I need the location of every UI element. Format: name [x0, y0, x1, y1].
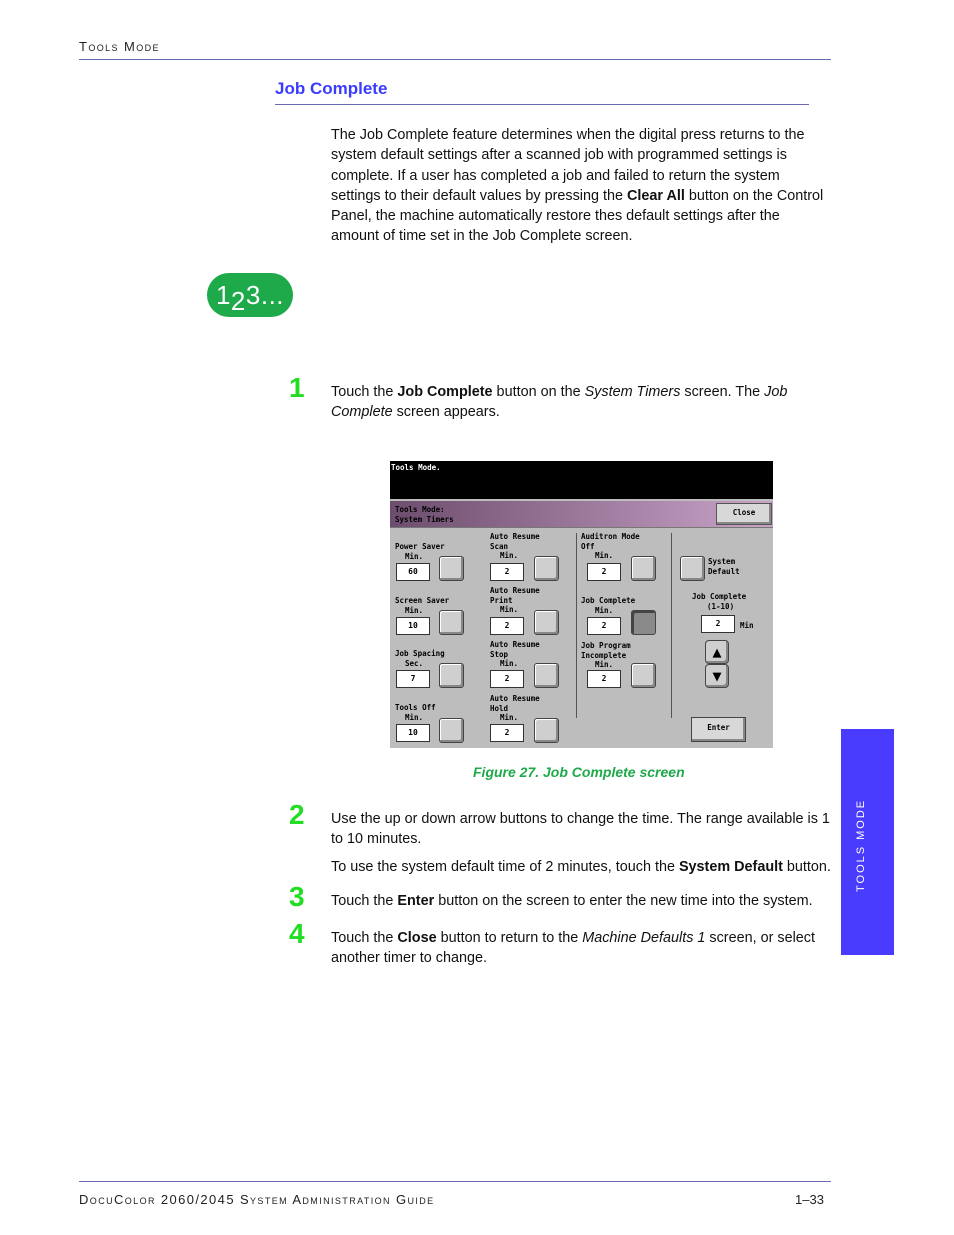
auto-resume-stop-button[interactable] [534, 663, 559, 688]
step-2-text: Use the up or down arrow buttons to change the time. The range available is 1 to 10 minutes. [331, 811, 830, 848]
auto-resume-scan-label: Auto Resume Scan Min. [490, 532, 540, 560]
step-number-3: 3 [289, 881, 305, 912]
step-3-text: Touch the Enter button on the screen to enter the new time into the system. [331, 893, 813, 909]
job-complete-panel-label: Job Complete (1-10) [692, 592, 747, 611]
auto-resume-print-button[interactable] [534, 610, 559, 635]
job-complete-button[interactable] [631, 610, 656, 635]
column-divider [576, 533, 577, 718]
footer-title: DocuColor 2060/2045 System Administration Guide [79, 1192, 435, 1207]
auto-resume-scan-value[interactable]: 2 [490, 563, 524, 581]
chapter-side-tab-label: TOOLS MODE [855, 798, 867, 892]
system-default-button[interactable] [680, 556, 705, 581]
chapter-side-tab [841, 729, 894, 955]
down-arrow-button[interactable]: ▼ [705, 664, 729, 688]
auto-resume-stop-value[interactable]: 2 [490, 670, 524, 688]
column-divider-2 [671, 533, 672, 718]
power-saver-value[interactable]: 60 [396, 563, 430, 581]
auto-resume-scan-button[interactable] [534, 556, 559, 581]
auto-resume-hold-button[interactable] [534, 718, 559, 743]
step-number-1: 1 [289, 372, 305, 403]
step-2-note: To use the system default time of 2 minutes, touch the System Default button. [331, 859, 831, 875]
step-number-2: 2 [289, 799, 305, 830]
job-complete-value[interactable]: 2 [587, 617, 621, 635]
step-1-text: Touch the Job Complete button on the System Timers screen. The Job Complete screen appears. [331, 384, 788, 421]
system-timers-screen [390, 461, 773, 748]
procedure-badge-icon: 123... [207, 273, 293, 317]
auto-resume-hold-value[interactable]: 2 [490, 724, 524, 742]
power-saver-button[interactable] [439, 556, 464, 581]
intro-paragraph: The Job Complete feature determines when the digital press returns to the system default settings after a scanned job with programmed settings is complete. If a user has completed a job and failed to return the system settings to their default values by pressing the Clear All button on the Control Panel, the machine automatically restore thes default settings after the amount of time set in the Job Complete screen. [331, 127, 824, 245]
screen-saver-label: Screen Saver Min. [395, 596, 450, 615]
close-button[interactable]: Close [716, 503, 772, 525]
footer-rule [79, 1181, 831, 1182]
running-head: Tools Mode [79, 39, 160, 54]
section-rule [275, 104, 809, 105]
auto-resume-print-value[interactable]: 2 [490, 617, 524, 635]
up-arrow-button[interactable]: ▲ [705, 640, 729, 664]
auditron-mode-label: Auditron Mode Off Min. [581, 532, 640, 560]
job-program-incomplete-label: Job Program Incomplete Min. [581, 641, 631, 669]
job-spacing-value[interactable]: 7 [396, 670, 430, 688]
auto-resume-print-label: Auto Resume Print Min. [490, 586, 540, 614]
job-spacing-button[interactable] [439, 663, 464, 688]
step-number-4: 4 [289, 918, 305, 949]
screen-top-bar: Tools Mode. [390, 461, 773, 499]
tools-off-button[interactable] [439, 718, 464, 743]
tools-off-value[interactable]: 10 [396, 724, 430, 742]
job-complete-time-value[interactable]: 2 [701, 615, 735, 633]
auto-resume-stop-label: Auto Resume Stop Min. [490, 640, 540, 668]
auditron-mode-value[interactable]: 2 [587, 563, 621, 581]
system-default-label: System Default [708, 557, 740, 576]
header-rule [79, 59, 831, 60]
screen-saver-button[interactable] [439, 610, 464, 635]
figure-caption: Figure 27. Job Complete screen [473, 764, 685, 780]
job-program-incomplete-button[interactable] [631, 663, 656, 688]
power-saver-label: Power Saver Min. [395, 542, 445, 561]
job-complete-label: Job Complete Min. [581, 596, 636, 615]
auditron-mode-button[interactable] [631, 556, 656, 581]
enter-button[interactable]: Enter [691, 717, 746, 742]
section-title: Job Complete [275, 79, 388, 98]
screen-saver-value[interactable]: 10 [396, 617, 430, 635]
tools-off-label: Tools Off Min. [395, 703, 436, 722]
job-complete-unit: Min [740, 621, 754, 630]
job-program-incomplete-value[interactable]: 2 [587, 670, 621, 688]
step-4-text: Touch the Close button to return to the Machine Defaults 1 screen, or select another timer to change. [331, 930, 815, 967]
job-spacing-label: Job Spacing Sec. [395, 649, 445, 668]
screen-title: Tools Mode: System Timers [395, 505, 454, 524]
page-number: 1–33 [795, 1192, 824, 1207]
auto-resume-hold-label: Auto Resume Hold Min. [490, 694, 540, 722]
